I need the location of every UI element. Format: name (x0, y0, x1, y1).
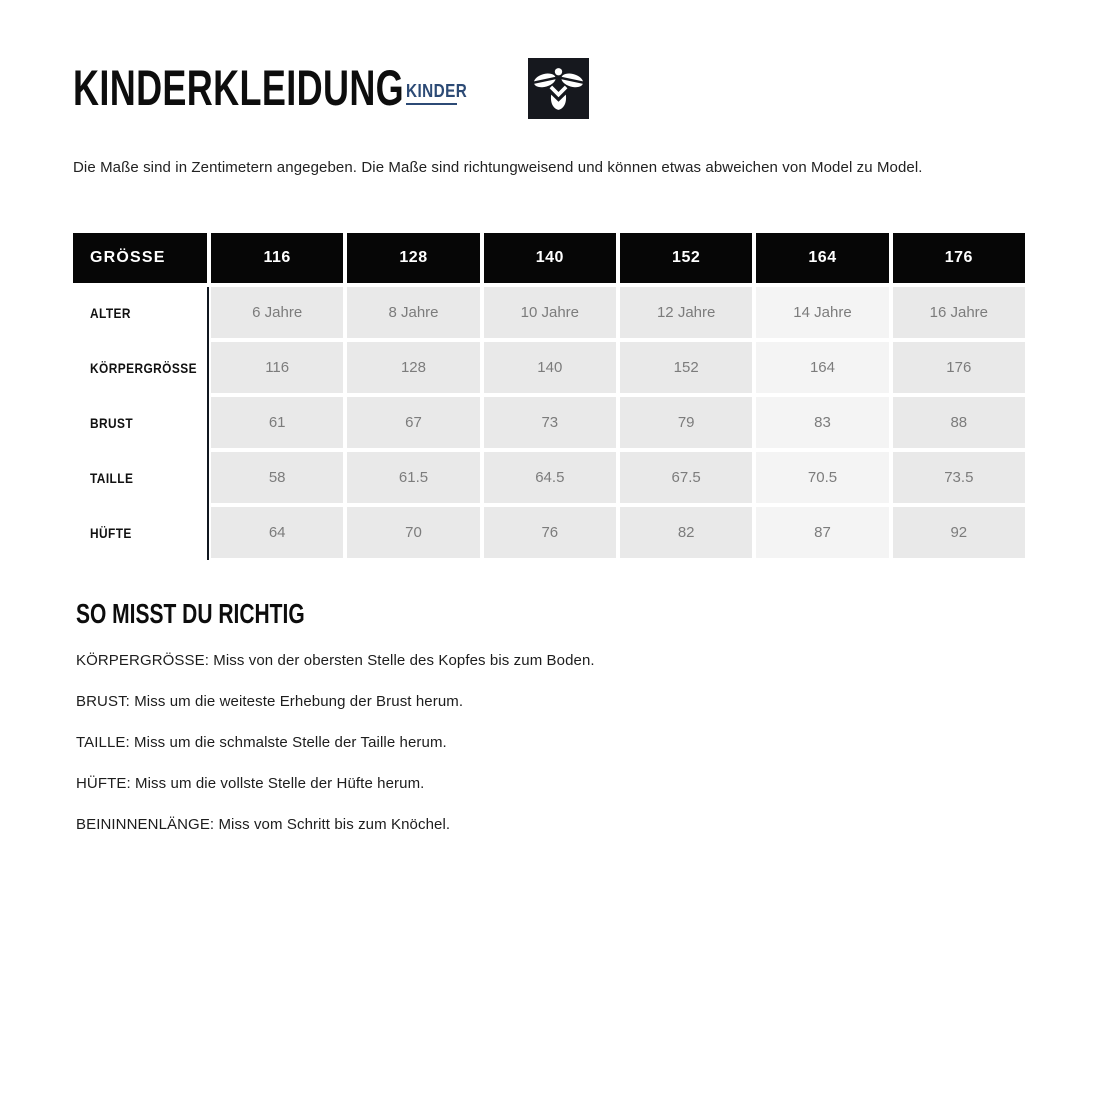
table-cell: 164 (756, 342, 888, 393)
hummel-logo (528, 58, 589, 119)
table-cell: 6 Jahre (211, 287, 343, 338)
instruction-koerpergroesse: KÖRPERGRÖSSE: Miss von der obersten Stelle des Kopfes bis zum Boden. (76, 652, 595, 669)
row-label-koerpergroesse (73, 342, 207, 393)
measure-heading: SO MISST DU RICHTIG (76, 598, 305, 629)
table-cell: 83 (756, 397, 888, 448)
page-title: KINDERKLEIDUNG (73, 59, 405, 116)
measurement-note: Die Maße sind in Zentimetern angegeben. Die Maße sind richtungweisend und können etwas abweichen von Model zu Model. (73, 159, 923, 176)
table-cell: 61.5 (347, 452, 479, 503)
table-cell: 88 (893, 397, 1025, 448)
column-header-164: 164 (756, 233, 888, 283)
table-cell: 64 (211, 507, 343, 558)
instruction-brust: BRUST: Miss um die weiteste Erhebung der Brust herum. (76, 693, 464, 710)
table-cell: 87 (756, 507, 888, 558)
row-label-huefte (73, 507, 207, 558)
row-label-text: HÜFTE (90, 524, 132, 541)
row-label-brust (73, 397, 207, 448)
table-cell: 79 (620, 397, 752, 448)
table-cell: 67 (347, 397, 479, 448)
column-header-116: 116 (211, 233, 343, 283)
table-cell: 76 (484, 507, 616, 558)
column-header-152: 152 (620, 233, 752, 283)
table-cell: 116 (211, 342, 343, 393)
measure-section (76, 598, 1027, 833)
instruction-huefte: HÜFTE: Miss um die vollste Stelle der Hüfte herum. (76, 775, 425, 792)
table-cell: 152 (620, 342, 752, 393)
table-cell: 67.5 (620, 452, 752, 503)
row-label-text: BRUST (90, 414, 134, 431)
table-cell: 12 Jahre (620, 287, 752, 338)
table-cell: 16 Jahre (893, 287, 1025, 338)
table-cell: 10 Jahre (484, 287, 616, 338)
table-cell: 92 (893, 507, 1025, 558)
column-header-groesse: GRÖSSE (73, 233, 207, 283)
column-header-128: 128 (347, 233, 479, 283)
table-cell: 14 Jahre (756, 287, 888, 338)
table-cell: 64.5 (484, 452, 616, 503)
kinder-link[interactable]: KINDER (406, 81, 457, 105)
row-label-alter (73, 287, 207, 338)
hummel-bee-icon (528, 58, 589, 119)
instruction-taille: TAILLE: Miss um die schmalste Stelle der Taille herum. (76, 734, 447, 751)
table-cell: 128 (347, 342, 479, 393)
table-cell: 140 (484, 342, 616, 393)
table-cell: 73.5 (893, 452, 1025, 503)
table-cell: 176 (893, 342, 1025, 393)
table-cell: 61 (211, 397, 343, 448)
size-table (73, 233, 1025, 558)
column-header-176: 176 (893, 233, 1025, 283)
page-header (73, 58, 1027, 119)
table-cell: 70 (347, 507, 479, 558)
instruction-beininnenlaenge: BEININNENLÄNGE: Miss vom Schritt bis zum Knöchel. (76, 816, 451, 833)
column-header-140: 140 (484, 233, 616, 283)
row-label-text: ALTER (90, 304, 131, 321)
row-label-taille (73, 452, 207, 503)
row-label-text: TAILLE (90, 469, 134, 486)
table-cell: 8 Jahre (347, 287, 479, 338)
table-cell: 82 (620, 507, 752, 558)
table-cell: 73 (484, 397, 616, 448)
table-cell: 58 (211, 452, 343, 503)
row-label-text: KÖRPERGRÖSSE (90, 359, 197, 376)
size-table-grid (73, 233, 1025, 558)
table-divider-line (207, 287, 209, 560)
table-cell: 70.5 (756, 452, 888, 503)
